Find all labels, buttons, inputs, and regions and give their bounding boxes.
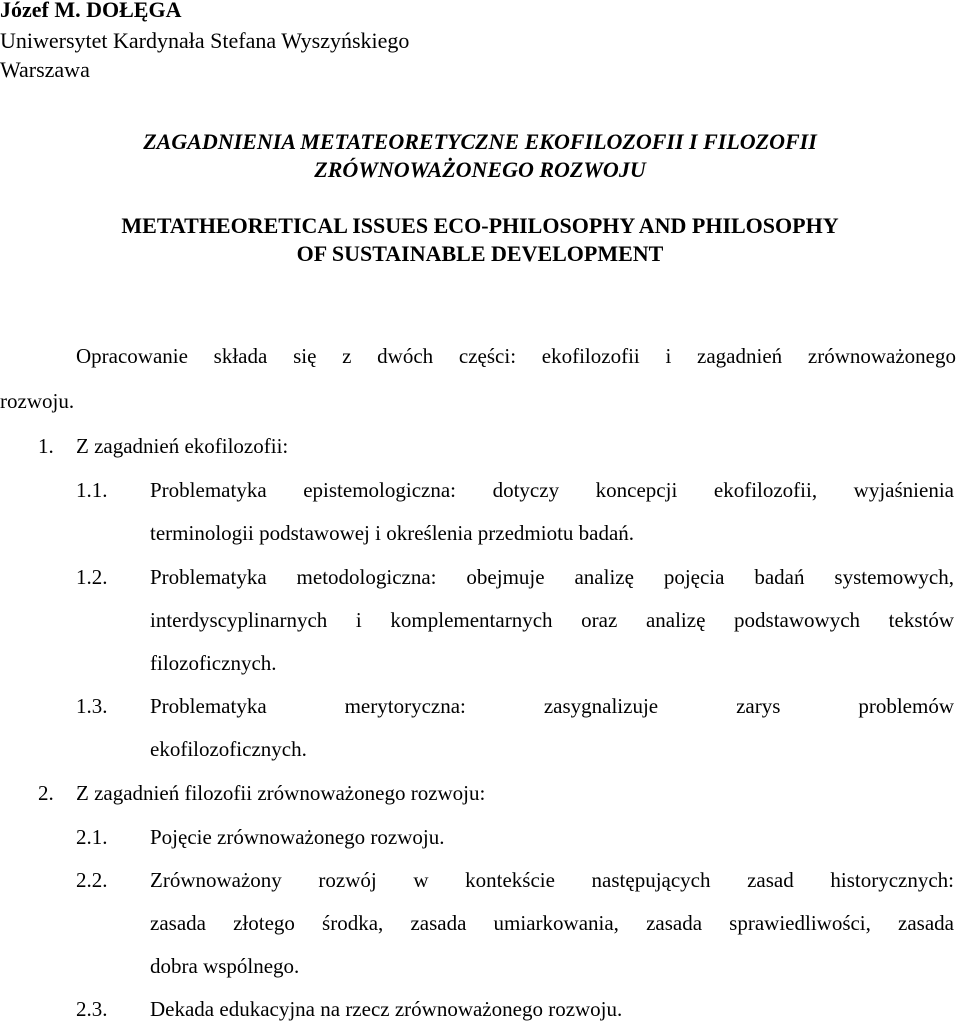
item-1-2-number: 1.2.	[76, 565, 108, 589]
item-1-1-line-1: Problematyka epistemologiczna: dotyczy koncepcji ekofilozofii, wyjaśnienia	[150, 478, 954, 502]
item-2-3-line-1: Dekada edukacyjna na rzecz zrównoważonego rozwoju.	[150, 997, 623, 1021]
item-1-3-line-2: ekofilozoficznych.	[150, 737, 307, 761]
intro-line-2: rozwoju.	[0, 389, 75, 413]
item-1-3-line-1: Problematyka merytoryczna: zasygnalizuje zarys problemów	[150, 694, 954, 718]
item-2-3-number: 2.3.	[76, 997, 108, 1021]
affiliation: Uniwersytet Kardynała Stefana Wyszyńskiego	[0, 28, 410, 53]
city: Warszawa	[0, 57, 90, 82]
section-2-heading: Z zagadnień filozofii zrównoważonego rozwoju:	[76, 781, 486, 805]
section-2-number: 2.	[38, 781, 54, 805]
item-1-2-line-3: filozoficznych.	[150, 651, 277, 675]
item-2-2-line-1: Zrównoważony rozwój w kontekście następujących zasad historycznych:	[150, 868, 954, 892]
item-2-1-line-1: Pojęcie zrównoważonego rozwoju.	[150, 825, 445, 849]
section-1-number: 1.	[38, 434, 54, 458]
title-en-line-1: METATHEORETICAL ISSUES ECO-PHILOSOPHY AND PHILOSOPHY	[121, 213, 839, 238]
item-1-1-line-2: terminologii podstawowej i określenia przedmiotu badań.	[150, 521, 635, 545]
item-1-3-number: 1.3.	[76, 694, 108, 718]
title-en-line-2: OF SUSTAINABLE DEVELOPMENT	[296, 241, 664, 266]
intro-line-1: Opracowanie składa się z dwóch części: ekofilozofii i zagadnień zrównoważonego	[76, 344, 956, 368]
item-2-2-line-3: dobra wspólnego.	[150, 954, 300, 978]
item-1-1-number: 1.1.	[76, 478, 108, 502]
item-2-1-number: 2.1.	[76, 825, 108, 849]
author-name: Józef M. DOŁĘGA	[0, 0, 182, 22]
section-1-heading: Z zagadnień ekofilozofii:	[76, 434, 289, 458]
item-2-2-line-2: zasada złotego środka, zasada umiarkowania, zasada sprawiedliwości, zasada	[150, 911, 954, 935]
item-1-2-line-1: Problematyka metodologiczna: obejmuje analizę pojęcia badań systemowych,	[150, 565, 954, 589]
title-pl-line-2: ZRÓWNOWAŻONEGO ROZWOJU	[314, 157, 646, 182]
item-2-2-number: 2.2.	[76, 868, 108, 892]
item-1-2-line-2: interdyscyplinarnych i komplementarnych oraz analizę podstawowych tekstów	[150, 608, 954, 632]
title-pl-line-1: ZAGADNIENIA METATEORETYCZNE EKOFILOZOFII I FILOZOFII	[143, 129, 817, 154]
